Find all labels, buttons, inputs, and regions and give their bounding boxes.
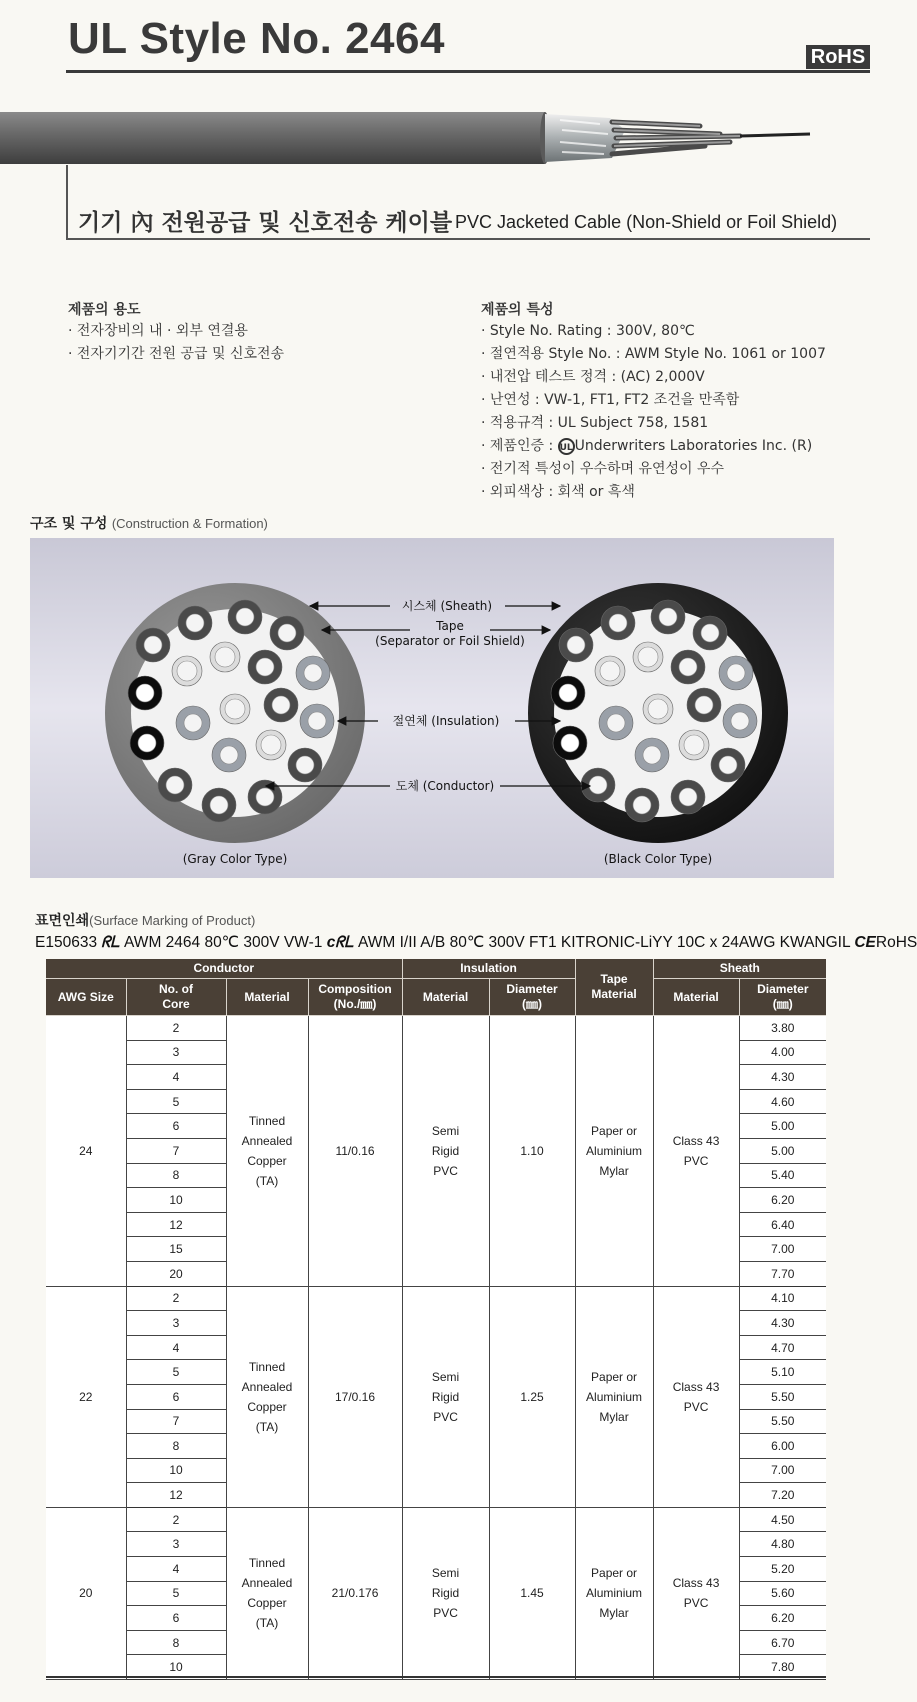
label-conductor: 도체 (Conductor) [395,779,495,793]
spec-table [46,959,826,1680]
ul-logo-icon: UL [558,438,575,455]
sheath-diameter-cell: 5.40 [739,1163,826,1188]
core-count-cell: 15 [126,1237,226,1262]
core-count-cell: 6 [126,1114,226,1139]
conductor-material-cell: Tinned Annealed Copper (TA) [226,1286,308,1507]
conductor-core [236,608,254,626]
core-count-cell: 8 [126,1630,226,1655]
uses-item: · 전자장비의 내 · 외부 연결용 [68,323,248,339]
subtitle-korean: 기기 內 전원공급 및 신호전송 케이블 [78,210,453,236]
feature-item: · 전기적 특성이 우수하며 유연성이 우수 [481,461,725,477]
subtitle-rule [66,238,870,240]
cross-section-diagram [30,538,834,878]
insulation-diameter-cell: 1.10 [489,1016,575,1287]
sheath-diameter-cell: 5.00 [739,1114,826,1139]
core-count-cell: 3 [126,1040,226,1065]
sheath-diameter-cell: 5.00 [739,1138,826,1163]
conductor-core [210,796,228,814]
table-row [46,1507,826,1532]
core-count-cell: 10 [126,1188,226,1213]
conductor-core [138,734,156,752]
table-row [46,1016,826,1041]
conductor-material-cell: Tinned Annealed Copper (TA) [226,1016,308,1287]
sheath-diameter-header: Diameter (㎜) [739,979,826,1016]
sheath-diameter-cell: 4.30 [739,1311,826,1336]
label-tape: Tape [436,619,464,633]
tape-material-header: Tape Material [575,959,653,1016]
conductor-core [609,614,627,632]
sheath-diameter-cell: 6.20 [739,1606,826,1631]
sheath-diameter-cell: 5.60 [739,1581,826,1606]
page-title: UL Style No. 2464 [68,14,445,63]
rohs-badge: RoHS [806,45,870,69]
feature-cert-label: · 제품인증 : [481,438,554,454]
features-list [481,320,826,504]
table-bottom-rule [46,1676,826,1678]
title-divider [66,70,870,73]
feature-item: · 외피색상 : 회색 or 흑색 [481,484,635,500]
insulation-material-cell: Semi Rigid PVC [402,1016,489,1287]
surface-marking [35,933,917,952]
construction-heading-en: (Construction & Formation) [111,516,268,531]
sheath-diameter-cell: 4.70 [739,1335,826,1360]
core-count-cell: 8 [126,1434,226,1459]
core-count-cell: 2 [126,1016,226,1041]
ce-mark-icon: CE [854,934,876,951]
awg-size-cell: 24 [46,1016,126,1287]
construction-heading-ko: 구조 및 구성 [30,516,108,532]
conductor-core [684,735,704,755]
feature-item: · Style No. Rating : 300V, 80℃ [481,323,695,339]
core-count-cell: 8 [126,1163,226,1188]
sheath-diameter-cell: 7.00 [739,1458,826,1483]
core-count-cell: 5 [126,1089,226,1114]
table-row [46,1286,826,1311]
conductor-core [186,614,204,632]
feature-item: · 난연성 : VW-1, FT1, FT2 조건을 만족함 [481,392,740,408]
core-count-cell: 12 [126,1483,226,1508]
conductor-core [166,776,184,794]
core-count-cell: 4 [126,1335,226,1360]
uses-item: · 전자기기간 전원 공급 및 신호전송 [68,346,285,362]
conductor-material-cell: Tinned Annealed Copper (TA) [226,1507,308,1679]
conductor-core [278,624,296,642]
awg-size-cell: 22 [46,1286,126,1507]
conductor-core [215,647,235,667]
marking-heading-en: (Surface Marking of Product) [89,913,256,928]
core-count-cell: 2 [126,1286,226,1311]
features-heading: 제품의 특성 [481,302,554,318]
core-count-cell: 7 [126,1409,226,1434]
insulation-material-header: Material [402,979,489,1016]
sheath-diameter-cell: 7.80 [739,1655,826,1680]
marking-heading-ko: 표면인쇄 [35,913,90,929]
conductor-group-header: Conductor [46,959,402,979]
core-count-cell: 5 [126,1581,226,1606]
insulation-material-cell: Semi Rigid PVC [402,1286,489,1507]
sheath-diameter-cell: 4.00 [739,1040,826,1065]
insulation-diameter-cell: 1.25 [489,1286,575,1507]
composition-cell: 17/0.16 [308,1286,402,1507]
conductor-core [659,608,677,626]
sheath-diameter-cell: 4.50 [739,1507,826,1532]
conductor-core [679,658,697,676]
uses-list [68,320,284,366]
sheath-material-cell: Class 43 PVC [653,1016,739,1287]
feature-item: · 내전압 테스트 정격 : (AC) 2,000V [481,369,705,385]
core-count-cell: 4 [126,1557,226,1582]
conductor-core [256,658,274,676]
subtitle-vertical-rule [66,165,68,240]
sheath-diameter-cell: 5.50 [739,1384,826,1409]
conductor-core [567,636,585,654]
conductor-core [679,788,697,806]
sheath-diameter-cell: 4.10 [739,1286,826,1311]
label-sheath: 시스체 (Sheath) [401,599,493,613]
marking-part2: AWM 2464 80℃ 300V VW-1 [124,934,323,951]
sheath-diameter-cell: 6.20 [739,1188,826,1213]
sheath-material-cell: Class 43 PVC [653,1286,739,1507]
conductor-core [701,624,719,642]
core-count-cell: 4 [126,1065,226,1090]
conductor-core [719,756,737,774]
conductor-core [261,735,281,755]
insulation-diameter-cell: 1.45 [489,1507,575,1679]
cable-photo [0,100,874,170]
composition-cell: 21/0.176 [308,1507,402,1679]
conductor-core [177,661,197,681]
sheath-diameter-cell: 4.80 [739,1532,826,1557]
core-count-cell: 12 [126,1212,226,1237]
conductor-core [296,756,314,774]
sheath-diameter-cell: 7.20 [739,1483,826,1508]
sheath-diameter-cell: 5.50 [739,1409,826,1434]
label-insulation: 절연체 (Insulation) [392,714,500,728]
composition-cell: 11/0.16 [308,1016,402,1287]
awg-size-header: AWG Size [46,979,126,1016]
conductor-material-header: Material [226,979,308,1016]
core-count-cell: 20 [126,1261,226,1286]
insulation-material-cell: Semi Rigid PVC [402,1507,489,1679]
tape-material-cell: Paper or Aluminium Mylar [575,1286,653,1507]
conductor-core [600,661,620,681]
marking-part1: E150633 [35,934,98,951]
sheath-diameter-cell: 3.80 [739,1016,826,1041]
core-count-cell: 6 [126,1384,226,1409]
insulation-group-header: Insulation [402,959,575,979]
conductor-core [225,699,245,719]
core-count-cell: 6 [126,1606,226,1631]
insulation-diameter-header: Diameter (㎜) [489,979,575,1016]
conductor-core [638,647,658,667]
conductor-core [144,636,162,654]
core-count-cell: 7 [126,1138,226,1163]
conductor-core [559,684,577,702]
conductor-core [184,714,202,732]
conductor-core [308,712,326,730]
core-count-cell: 2 [126,1507,226,1532]
black-type-caption: (Black Color Type) [603,852,713,866]
ul-mark-icon: ᖇᒪ [101,934,120,951]
sheath-diameter-cell: 4.60 [739,1089,826,1114]
feature-item: · 절연적용 Style No. : AWM Style No. 1061 or 1007 [481,346,826,362]
sheath-material-header: Material [653,979,739,1016]
sheath-diameter-cell: 5.10 [739,1360,826,1385]
construction-heading [30,513,268,533]
core-count-header: No. of Core [126,979,226,1016]
core-count-cell: 3 [126,1311,226,1336]
sheath-diameter-cell: 6.00 [739,1434,826,1459]
sheath-diameter-cell: 7.70 [739,1261,826,1286]
conductor-core [272,696,290,714]
conductor-core [648,699,668,719]
marking-part3: AWM I/II A/B 80℃ 300V FT1 KITRONIC-LiYY 10C x 24AWG KWANGIL [358,934,851,951]
conductor-core [731,712,749,730]
conductor-core [220,746,238,764]
awg-size-cell: 20 [46,1507,126,1679]
conductor-core [589,776,607,794]
marking-part4: RoHS [875,934,917,951]
sheath-material-cell: Class 43 PVC [653,1507,739,1679]
sheath-diameter-cell: 6.70 [739,1630,826,1655]
conductor-core [643,746,661,764]
uses-heading: 제품의 용도 [68,302,141,318]
conductor-core [727,664,745,682]
feature-item: · 적용규격 : UL Subject 758, 1581 [481,415,709,431]
core-count-cell: 5 [126,1360,226,1385]
subtitle-english: PVC Jacketed Cable (Non-Shield or Foil Shield) [455,212,838,232]
conductor-core [136,684,154,702]
conductor-core [561,734,579,752]
conductor-core [695,696,713,714]
core-count-cell: 10 [126,1458,226,1483]
sheath-diameter-cell: 6.40 [739,1212,826,1237]
conductor-core [304,664,322,682]
composition-header: Composition (No./㎜) [308,979,402,1016]
sheath-diameter-cell: 4.30 [739,1065,826,1090]
gray-type-caption: (Gray Color Type) [182,852,288,866]
feature-item [481,435,826,458]
sheath-diameter-cell: 5.20 [739,1557,826,1582]
tape-material-cell: Paper or Aluminium Mylar [575,1507,653,1679]
label-tape-sub: (Separator or Foil Shield) [375,634,525,648]
feature-cert-value: Underwriters Laboratories Inc. (R) [574,438,813,454]
sheath-diameter-cell: 7.00 [739,1237,826,1262]
core-count-cell: 10 [126,1655,226,1680]
cul-mark-icon: cᖇᒪ [326,934,354,951]
tape-material-cell: Paper or Aluminium Mylar [575,1016,653,1287]
conductor-core [633,796,651,814]
core-count-cell: 3 [126,1532,226,1557]
conductor-core [256,788,274,806]
sheath-group-header: Sheath [653,959,826,979]
marking-heading [35,910,255,930]
conductor-core [607,714,625,732]
